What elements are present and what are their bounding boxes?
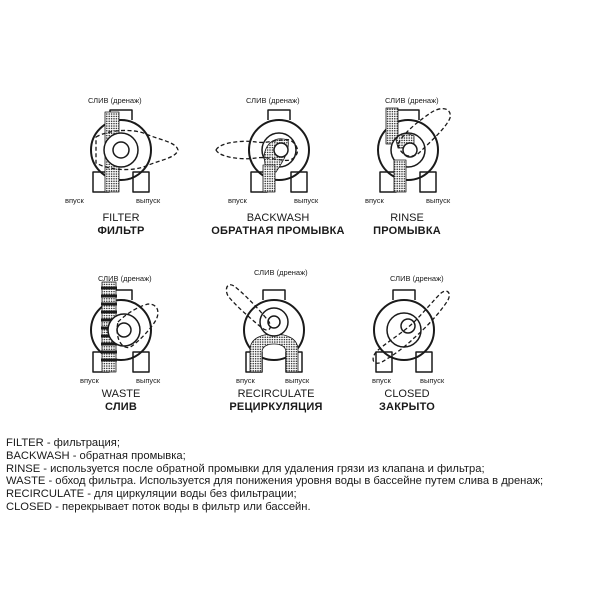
filter-valve-diagram <box>91 110 178 192</box>
inlet-label: впуск <box>228 196 247 205</box>
outlet-label: выпуск <box>285 376 310 385</box>
mode-caption-closed <box>327 388 487 414</box>
drain-label: СЛИВ (дренаж) <box>246 96 300 105</box>
mode-name-en: RECIRCULATE <box>237 388 315 400</box>
inlet-label: впуск <box>80 376 99 385</box>
drain-label: СЛИВ (дренаж) <box>88 96 142 105</box>
inlet-label: впуск <box>372 376 391 385</box>
outlet-label: выпуск <box>420 376 445 385</box>
legend-line: FILTER - фильтрация; <box>6 437 120 449</box>
drain-label: СЛИВ (дренаж) <box>385 96 439 105</box>
drain-label: СЛИВ (дренаж) <box>390 274 444 283</box>
legend-line: CLOSED - перекрывает поток воды в фильтр или бассейн. <box>6 500 311 513</box>
inlet-label: впуск <box>236 376 255 385</box>
outlet-label: выпуск <box>136 376 161 385</box>
legend-line: RINSE - используется после обратной промывки для удаления грязи из клапана и фильтра; <box>6 462 485 475</box>
waste-valve-diagram <box>91 282 158 372</box>
mode-name-en: CLOSED <box>384 388 430 400</box>
backwash-valve-diagram <box>216 110 309 192</box>
mode-name-en: FILTER <box>102 212 140 224</box>
mode-name-ru: СЛИВ <box>104 401 138 413</box>
closed-valve-diagram <box>373 290 449 372</box>
recirculate-valve-diagram <box>226 285 304 372</box>
outlet-label: выпуск <box>426 196 451 205</box>
drain-label: СЛИВ (дренаж) <box>98 274 152 283</box>
drain-label: СЛИВ (дренаж) <box>254 268 308 277</box>
mode-name-ru: ЗАКРЫТО <box>378 401 436 413</box>
mode-caption-waste <box>41 388 201 414</box>
outlet-label: выпуск <box>294 196 319 205</box>
inlet-label: впуск <box>365 196 384 205</box>
mode-name-ru: ПРОМЫВКА <box>373 225 441 237</box>
outlet-label: выпуск <box>136 196 161 205</box>
mode-name-en: WASTE <box>101 388 141 400</box>
mode-caption-filter <box>41 212 201 238</box>
mode-name-ru: ОБРАТНАЯ ПРОМЫВКА <box>211 225 345 237</box>
mode-name-en: RINSE <box>390 212 424 224</box>
legend-line: WASTE - обход фильтра. Используется для понижения уровня воды в бассейне путем слива в дренаж; <box>6 475 544 488</box>
mode-caption-rinse <box>327 212 487 238</box>
rinse-valve-diagram <box>378 108 450 192</box>
inlet-label: впуск <box>65 196 84 205</box>
mode-name-ru: РЕЦИРКУЛЯЦИЯ <box>229 401 323 413</box>
legend-line: BACKWASH - обратная промывка; <box>6 449 186 462</box>
mode-legend <box>6 437 602 514</box>
mode-name-ru: ФИЛЬТР <box>97 225 145 237</box>
legend-line: RECIRCULATE - для циркуляции воды без фильтрации; <box>6 488 297 501</box>
mode-name-en: BACKWASH <box>246 212 310 224</box>
